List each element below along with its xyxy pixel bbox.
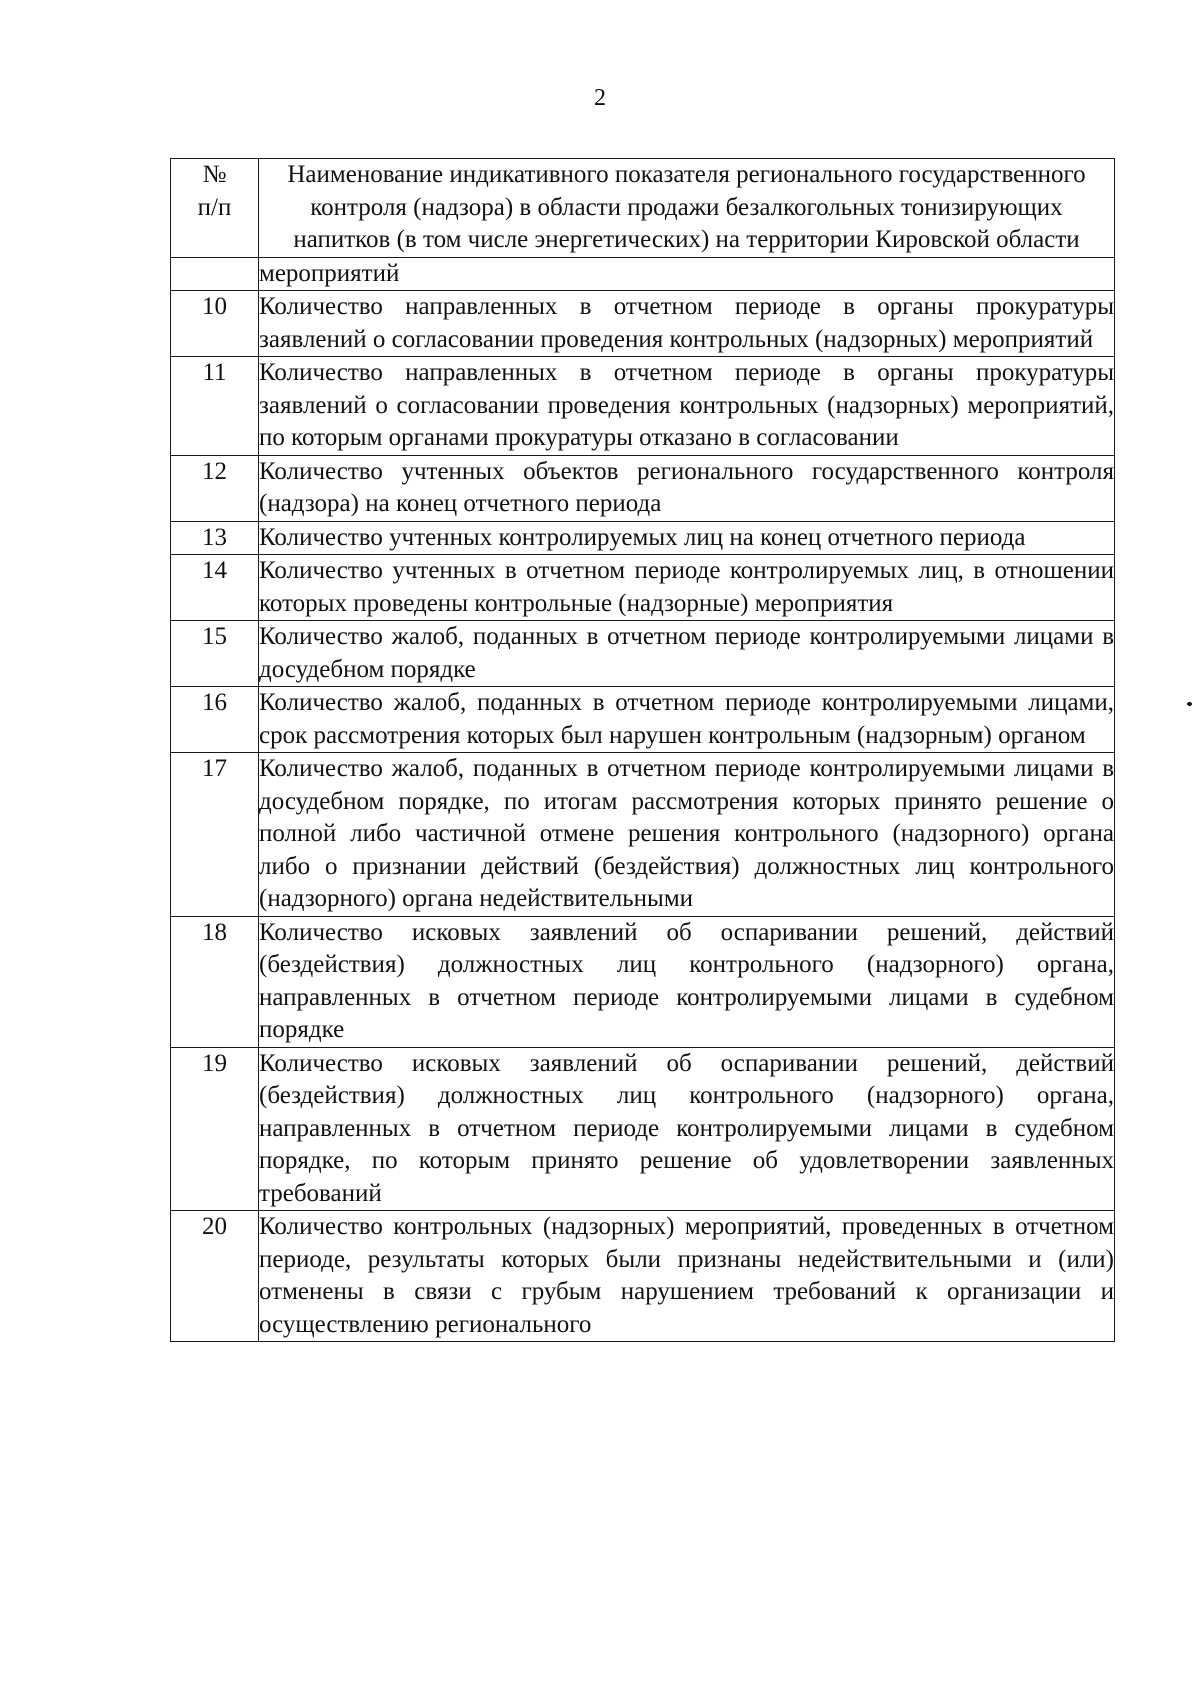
row-number: 14 — [171, 555, 259, 621]
table-row — [171, 455, 1115, 521]
table-row — [171, 687, 1115, 753]
column-header-indicator-name: Наименование индикативного показателя регионального государственного контроля (надзора) в области продажи безалкогольных тонизирующих напитков (в том числе энергетических) на территории Кировской области — [259, 159, 1115, 258]
row-indicator-text: Количество направленных в отчетном периоде в органы прокуратуры заявлений о согласовании проведения контрольных (надзорных) мероприятий — [259, 291, 1115, 357]
table-row — [171, 1047, 1115, 1211]
row-indicator-text: Количество исковых заявлений об оспаривании решений, действий (бездействия) должностных лиц контрольного (надзорного) органа, направленных в отчетном периоде контролируемыми лицами в судебном порядке, по которым принято решение об удовлетворении заявленных требований — [259, 1047, 1115, 1211]
row-indicator-text: Количество контрольных (надзорных) мероприятий, проведенных в отчетном периоде, результаты которых были признаны недействительными и (или) отменены в связи с грубым нарушением требований к организации и осуществлению регионального — [259, 1211, 1115, 1342]
table-row — [171, 916, 1115, 1047]
row-number: 17 — [171, 753, 259, 917]
table-row — [171, 1211, 1115, 1342]
row-indicator-text: Количество учтенных в отчетном периоде контролируемых лиц, в отношении которых проведены контрольные (надзорные) мероприятия — [259, 555, 1115, 621]
page-number: 2 — [594, 85, 606, 111]
table-row — [171, 621, 1115, 687]
row-number: 10 — [171, 291, 259, 357]
table-row — [171, 753, 1115, 917]
row-indicator-text: мероприятий — [259, 257, 1115, 291]
table-header-row — [171, 159, 1115, 258]
table-row — [171, 521, 1115, 555]
column-header-number-abbr: п/п — [197, 193, 232, 221]
row-number: 18 — [171, 916, 259, 1047]
table-row — [171, 291, 1115, 357]
table-row — [171, 555, 1115, 621]
row-number: 19 — [171, 1047, 259, 1211]
table-row — [171, 257, 1115, 291]
row-indicator-text: Количество жалоб, поданных в отчетном периоде контролируемыми лицами в досудебном порядке — [259, 621, 1115, 687]
table-row — [171, 357, 1115, 456]
row-indicator-text: Количество жалоб, поданных в отчетном периоде контролируемыми лицами в досудебном порядке, по итогам рассмотрения которых принято решение о полной либо частичной отмене решения контрольного (надзорного) органа либо о признании действий (бездействия) должностных лиц контрольного (надзорного) органа недействительными — [259, 753, 1115, 917]
row-number: 16 — [171, 687, 259, 753]
row-indicator-text: Количество направленных в отчетном периоде в органы прокуратуры заявлений о согласовании проведения контрольных (надзорных) мероприятий, по которым органами прокуратуры отказано в согласовании — [259, 357, 1115, 456]
row-number: 20 — [171, 1211, 259, 1342]
row-number — [171, 257, 259, 291]
row-number: 15 — [171, 621, 259, 687]
row-indicator-text: Количество учтенных контролируемых лиц на конец отчетного периода — [259, 521, 1115, 555]
indicators-table — [170, 158, 1115, 1342]
row-number: 13 — [171, 521, 259, 555]
column-header-number — [171, 159, 259, 258]
row-indicator-text: Количество исковых заявлений об оспаривании решений, действий (бездействия) должностных лиц контрольного (надзорного) органа, направленных в отчетном периоде контролируемыми лицами в судебном порядке — [259, 916, 1115, 1047]
column-header-number-symbol: № — [202, 161, 227, 188]
row-number: 11 — [171, 357, 259, 456]
row-number: 12 — [171, 455, 259, 521]
row-indicator-text: Количество учтенных объектов регионального государственного контроля (надзора) на конец отчетного периода — [259, 455, 1115, 521]
row-indicator-text: Количество жалоб, поданных в отчетном периоде контролируемыми лицами, срок рассмотрения которых был нарушен контрольным (надзорным) органом — [259, 687, 1115, 753]
scan-speck — [1187, 702, 1192, 706]
